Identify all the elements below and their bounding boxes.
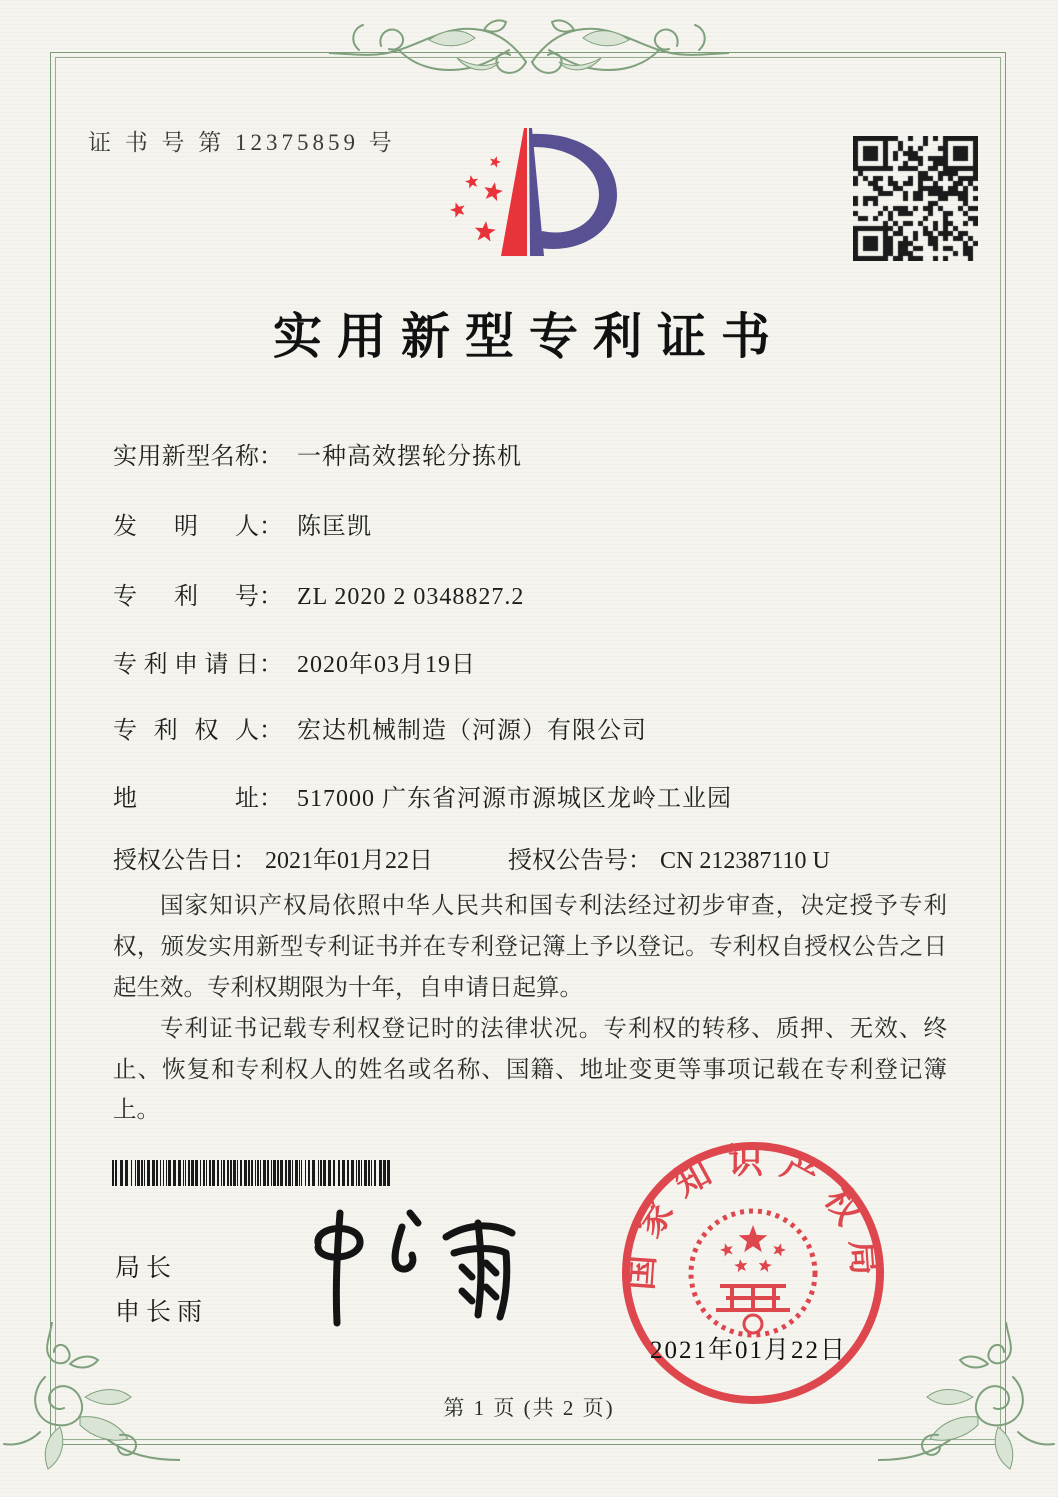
grant-row: 授权公告日： 2021年01月22日 授权公告号： CN 212387110 U bbox=[113, 848, 830, 874]
cnipa-seal-icon bbox=[608, 1128, 898, 1418]
field-label: 地址 bbox=[113, 786, 259, 812]
field-value-invention-name: 一种高效摆轮分拣机 bbox=[297, 444, 522, 470]
field-row-name: 实用新型名称： 一种高效摆轮分拣机 bbox=[113, 436, 963, 471]
legal-text bbox=[113, 886, 947, 1131]
certificate-number: 证 书 号 第 12375859 号 bbox=[88, 130, 396, 155]
field-row-patentee: 专利权人： 宏达机械制造（河源）有限公司 bbox=[113, 710, 963, 745]
barcode-icon bbox=[112, 1160, 394, 1186]
field-value-patent-no: ZL 2020 2 0348827.2 bbox=[297, 584, 525, 610]
grant-no-label: 授权公告号 bbox=[508, 848, 628, 874]
field-value-patentee: 宏达机械制造（河源）有限公司 bbox=[297, 718, 647, 744]
certificate-title: 实用新型专利证书 bbox=[272, 309, 785, 364]
field-row-patent-no: 专利号： ZL 2020 2 0348827.2 bbox=[113, 576, 963, 611]
field-label: 专利号 bbox=[113, 584, 259, 610]
grant-date-value: 2021年01月22日 bbox=[265, 848, 433, 874]
field-row-inventor: 发明人： 陈匡凯 bbox=[113, 506, 963, 541]
field-value-filing-date: 2020年03月19日 bbox=[297, 652, 476, 678]
page-number: 第 1 页 (共 2 页) bbox=[443, 1396, 615, 1420]
director-title: 局长 bbox=[115, 1255, 178, 1282]
legal-paragraph-1: 国家知识产权局依照中华人民共和国专利法经过初步审查，决定授予专利权，颁发实用新型专利证书并在专利登记簿上予以登记。专利权自授权公告之日起生效。专利权期限为十年，自申请日起算。 bbox=[113, 893, 947, 1001]
legal-paragraph-2: 专利证书记载专利权登记时的法律状况。专利权的转移、质押、无效、终止、恢复和专利权人的姓名或名称、国籍、地址变更等事项记载在专利登记簿上。 bbox=[113, 1015, 947, 1124]
field-value-inventor: 陈匡凯 bbox=[297, 514, 372, 540]
seal-ring-text: 国家知识产权局 bbox=[620, 1141, 886, 1292]
field-label: 专利申请日 bbox=[113, 652, 259, 678]
grant-date-label: 授权公告日 bbox=[113, 848, 233, 874]
seal-date: 2021年01月22日 bbox=[650, 1337, 848, 1364]
grant-no-value: CN 212387110 U bbox=[660, 848, 830, 874]
field-row-filing-date: 专利申请日： 2020年03月19日 bbox=[113, 644, 963, 679]
director-name: 申长雨 bbox=[115, 1299, 209, 1326]
field-value-address: 517000 广东省河源市源城区龙岭工业园 bbox=[297, 786, 732, 812]
field-label: 专利权人 bbox=[113, 718, 259, 744]
svg-text:国家知识产权局 bbox=[621, 1142, 886, 1292]
field-row-address: 地址： 517000 广东省河源市源城区龙岭工业园 bbox=[113, 778, 963, 813]
director-signature-icon bbox=[278, 1195, 538, 1345]
cnipa-logo-icon bbox=[428, 118, 648, 283]
field-label: 实用新型名称 bbox=[113, 444, 259, 470]
field-label: 发明人 bbox=[113, 514, 259, 540]
qr-code-icon bbox=[853, 136, 978, 261]
top-center-ornament bbox=[329, 8, 729, 92]
